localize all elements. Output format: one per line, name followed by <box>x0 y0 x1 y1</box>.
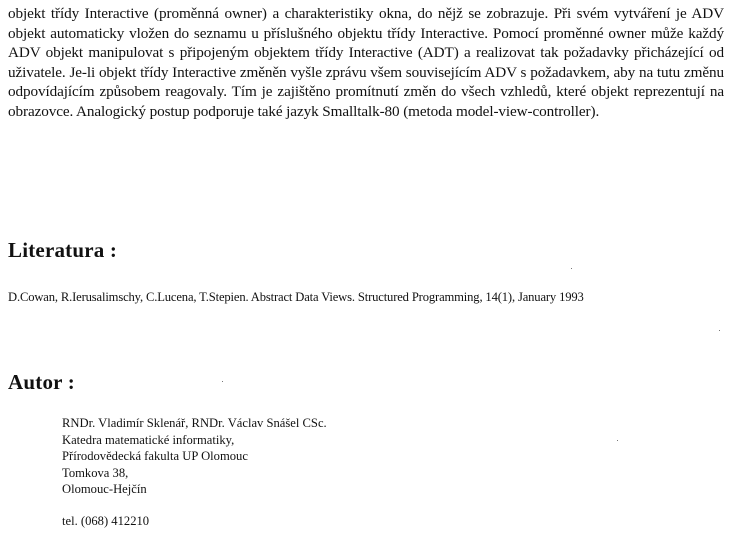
scan-speck <box>617 440 618 441</box>
literature-reference: D.Cowan, R.Ierusalimschy, C.Lucena, T.Stepien. Abstract Data Views. Structured Programming, 14(1), January 1993 <box>8 290 584 304</box>
scan-speck <box>222 381 223 382</box>
author-heading: Autor : <box>8 370 75 394</box>
scan-speck <box>571 268 572 269</box>
author-department: Katedra matematické informatiky, <box>62 432 235 447</box>
author-faculty: Přírodovědecká fakulta UP Olomouc <box>62 449 248 464</box>
author-city: Olomouc-Hejčín <box>62 482 147 497</box>
author-street: Tomkova 38, <box>62 465 129 480</box>
literature-heading: Literatura : <box>8 238 118 262</box>
author-block <box>62 415 327 530</box>
author-names: RNDr. Vladimír Sklenář, RNDr. Václav Snášel CSc. <box>62 416 327 430</box>
body-paragraph: objekt třídy Interactive (proměnná owner) a charakteristiky okna, do nějž se zobrazuje. Při svém vytváření je ADV objekt automaticky vložen do seznamu u příslušného objektu třídy Interactive. Pomocí proměnné owner může každý ADV objekt manipulovat s připojeným objektem třídy Interactive (ADT) a realizovat tak požadavky přicházející od uživatele. Je-li objekt třídy Interactive změněn vyšle zprávu všem souvisejícím ADV s požadavkem, aby na tutu změnu odpovídajícím způsobem reagovaly. Tím je zajištěno promítnutí změn do všech vzhledů, které objekt reprezentují na obrazovce. Analogický postup podporuje také jazyk Smalltalk-80 (metoda model-view-controller). <box>8 5 724 120</box>
author-phone: tel. (068) 412210 <box>62 513 150 528</box>
scan-speck <box>719 330 720 331</box>
